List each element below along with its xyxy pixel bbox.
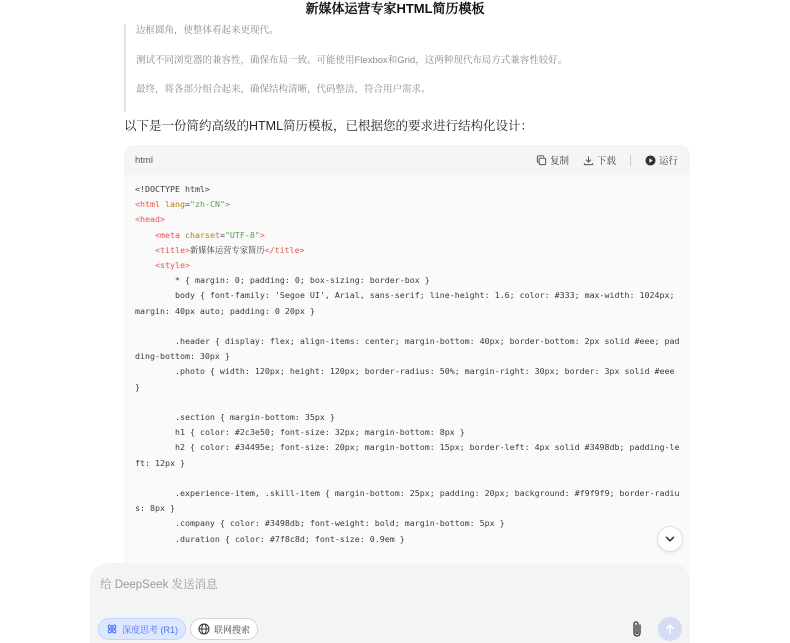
- code-line: <head>: [135, 214, 165, 225]
- code-language-label: html: [135, 154, 153, 166]
- deep-think-label: 深度思考 (R1): [122, 624, 178, 635]
- response-intro-text: 以下是一份简约高级的HTML简历模板，已根据您的要求进行结构化设计：: [124, 119, 534, 133]
- thinking-line: 边框圆角，使整体看起来更现代。: [136, 25, 279, 36]
- code-line: <html lang="zh-CN">: [135, 199, 230, 210]
- paperclip-icon[interactable]: [630, 620, 644, 638]
- code-line: h1 { color: #2c3e50; font-size: 32px; margin-bottom: 8px }: [174, 427, 465, 438]
- copy-button[interactable]: [536, 153, 569, 167]
- code-line: body { font-family: 'Segoe UI', Arial, sans-serif; line-height: 1.6; color: #333; max-width: 1024px; margin: 40px auto; padding: 0 20px }: [135, 290, 680, 316]
- code-line: <meta charset="UTF-8">: [154, 229, 265, 240]
- code-line: .experience-item, .skill-item { margin-bottom: 25px; padding: 20px; background: #f9f9f9; border-radius: 8px }: [135, 488, 680, 514]
- code-line: .header { display: flex; align-items: center; margin-bottom: 40px; border-bottom: 2px solid #eee; padding-bottom: 30px }: [135, 336, 680, 362]
- thinking-line: 测试不同浏览器的兼容性，确保布局一致。可能使用Flexbox和Grid，这两种现代布局方式兼容性较好。: [136, 55, 568, 66]
- code-line: .company { color: #3498db; font-weight: bold; margin-bottom: 5px }: [174, 518, 505, 529]
- code-actions: [536, 153, 678, 167]
- page-title: 新媒体运营专家HTML简历模板: [305, 1, 485, 16]
- actions-divider: [630, 155, 631, 166]
- copy-icon: [536, 155, 547, 166]
- chat-input-placeholder[interactable]: 给 DeepSeek 发送消息: [100, 579, 218, 591]
- download-label: 下载: [596, 156, 616, 167]
- scroll-to-bottom-button[interactable]: [657, 526, 683, 552]
- code-line: <style>: [154, 260, 190, 271]
- code-line: <title>新媒体运营专家简历</title>: [154, 244, 305, 255]
- code-line: h2 { color: #34495e; font-size: 20px; margin-bottom: 15px; border-left: 4px solid #3498db; padding-left: 12px }: [135, 442, 680, 468]
- deep-think-toggle[interactable]: [98, 618, 186, 640]
- chat-input-box[interactable]: [90, 563, 690, 643]
- code-line: * { margin: 0; padding: 0; box-sizing: border-box }: [174, 275, 430, 286]
- code-line: .photo { width: 120px; height: 120px; border-radius: 50%; margin-right: 30px; border: 3px solid #eee }: [135, 366, 680, 392]
- play-icon: [645, 155, 656, 166]
- deep-think-icon: [106, 623, 118, 635]
- code-line: .section { margin-bottom: 35px }: [174, 412, 335, 423]
- code-content: [124, 175, 690, 575]
- web-search-label: 联网搜索: [214, 624, 251, 635]
- run-button[interactable]: [645, 153, 678, 167]
- run-label: 运行: [658, 156, 678, 167]
- download-icon: [583, 155, 594, 166]
- globe-icon: [198, 623, 210, 635]
- thinking-content: [124, 24, 706, 112]
- send-button[interactable]: [658, 617, 682, 641]
- chevron-down-icon: [664, 533, 676, 545]
- code-line: <!DOCTYPE html>: [135, 184, 210, 194]
- web-search-toggle[interactable]: [190, 618, 258, 640]
- code-block: [124, 145, 690, 575]
- code-block-header: [124, 145, 690, 175]
- download-button[interactable]: [583, 153, 616, 167]
- arrow-up-icon: [664, 623, 676, 635]
- code-line: .duration { color: #7f8c8d; font-size: 0.9em }: [174, 533, 405, 544]
- thinking-line: 最终，将各部分组合起来，确保结构清晰，代码整洁，符合用户需求。: [136, 84, 431, 95]
- copy-label: 复制: [549, 156, 569, 167]
